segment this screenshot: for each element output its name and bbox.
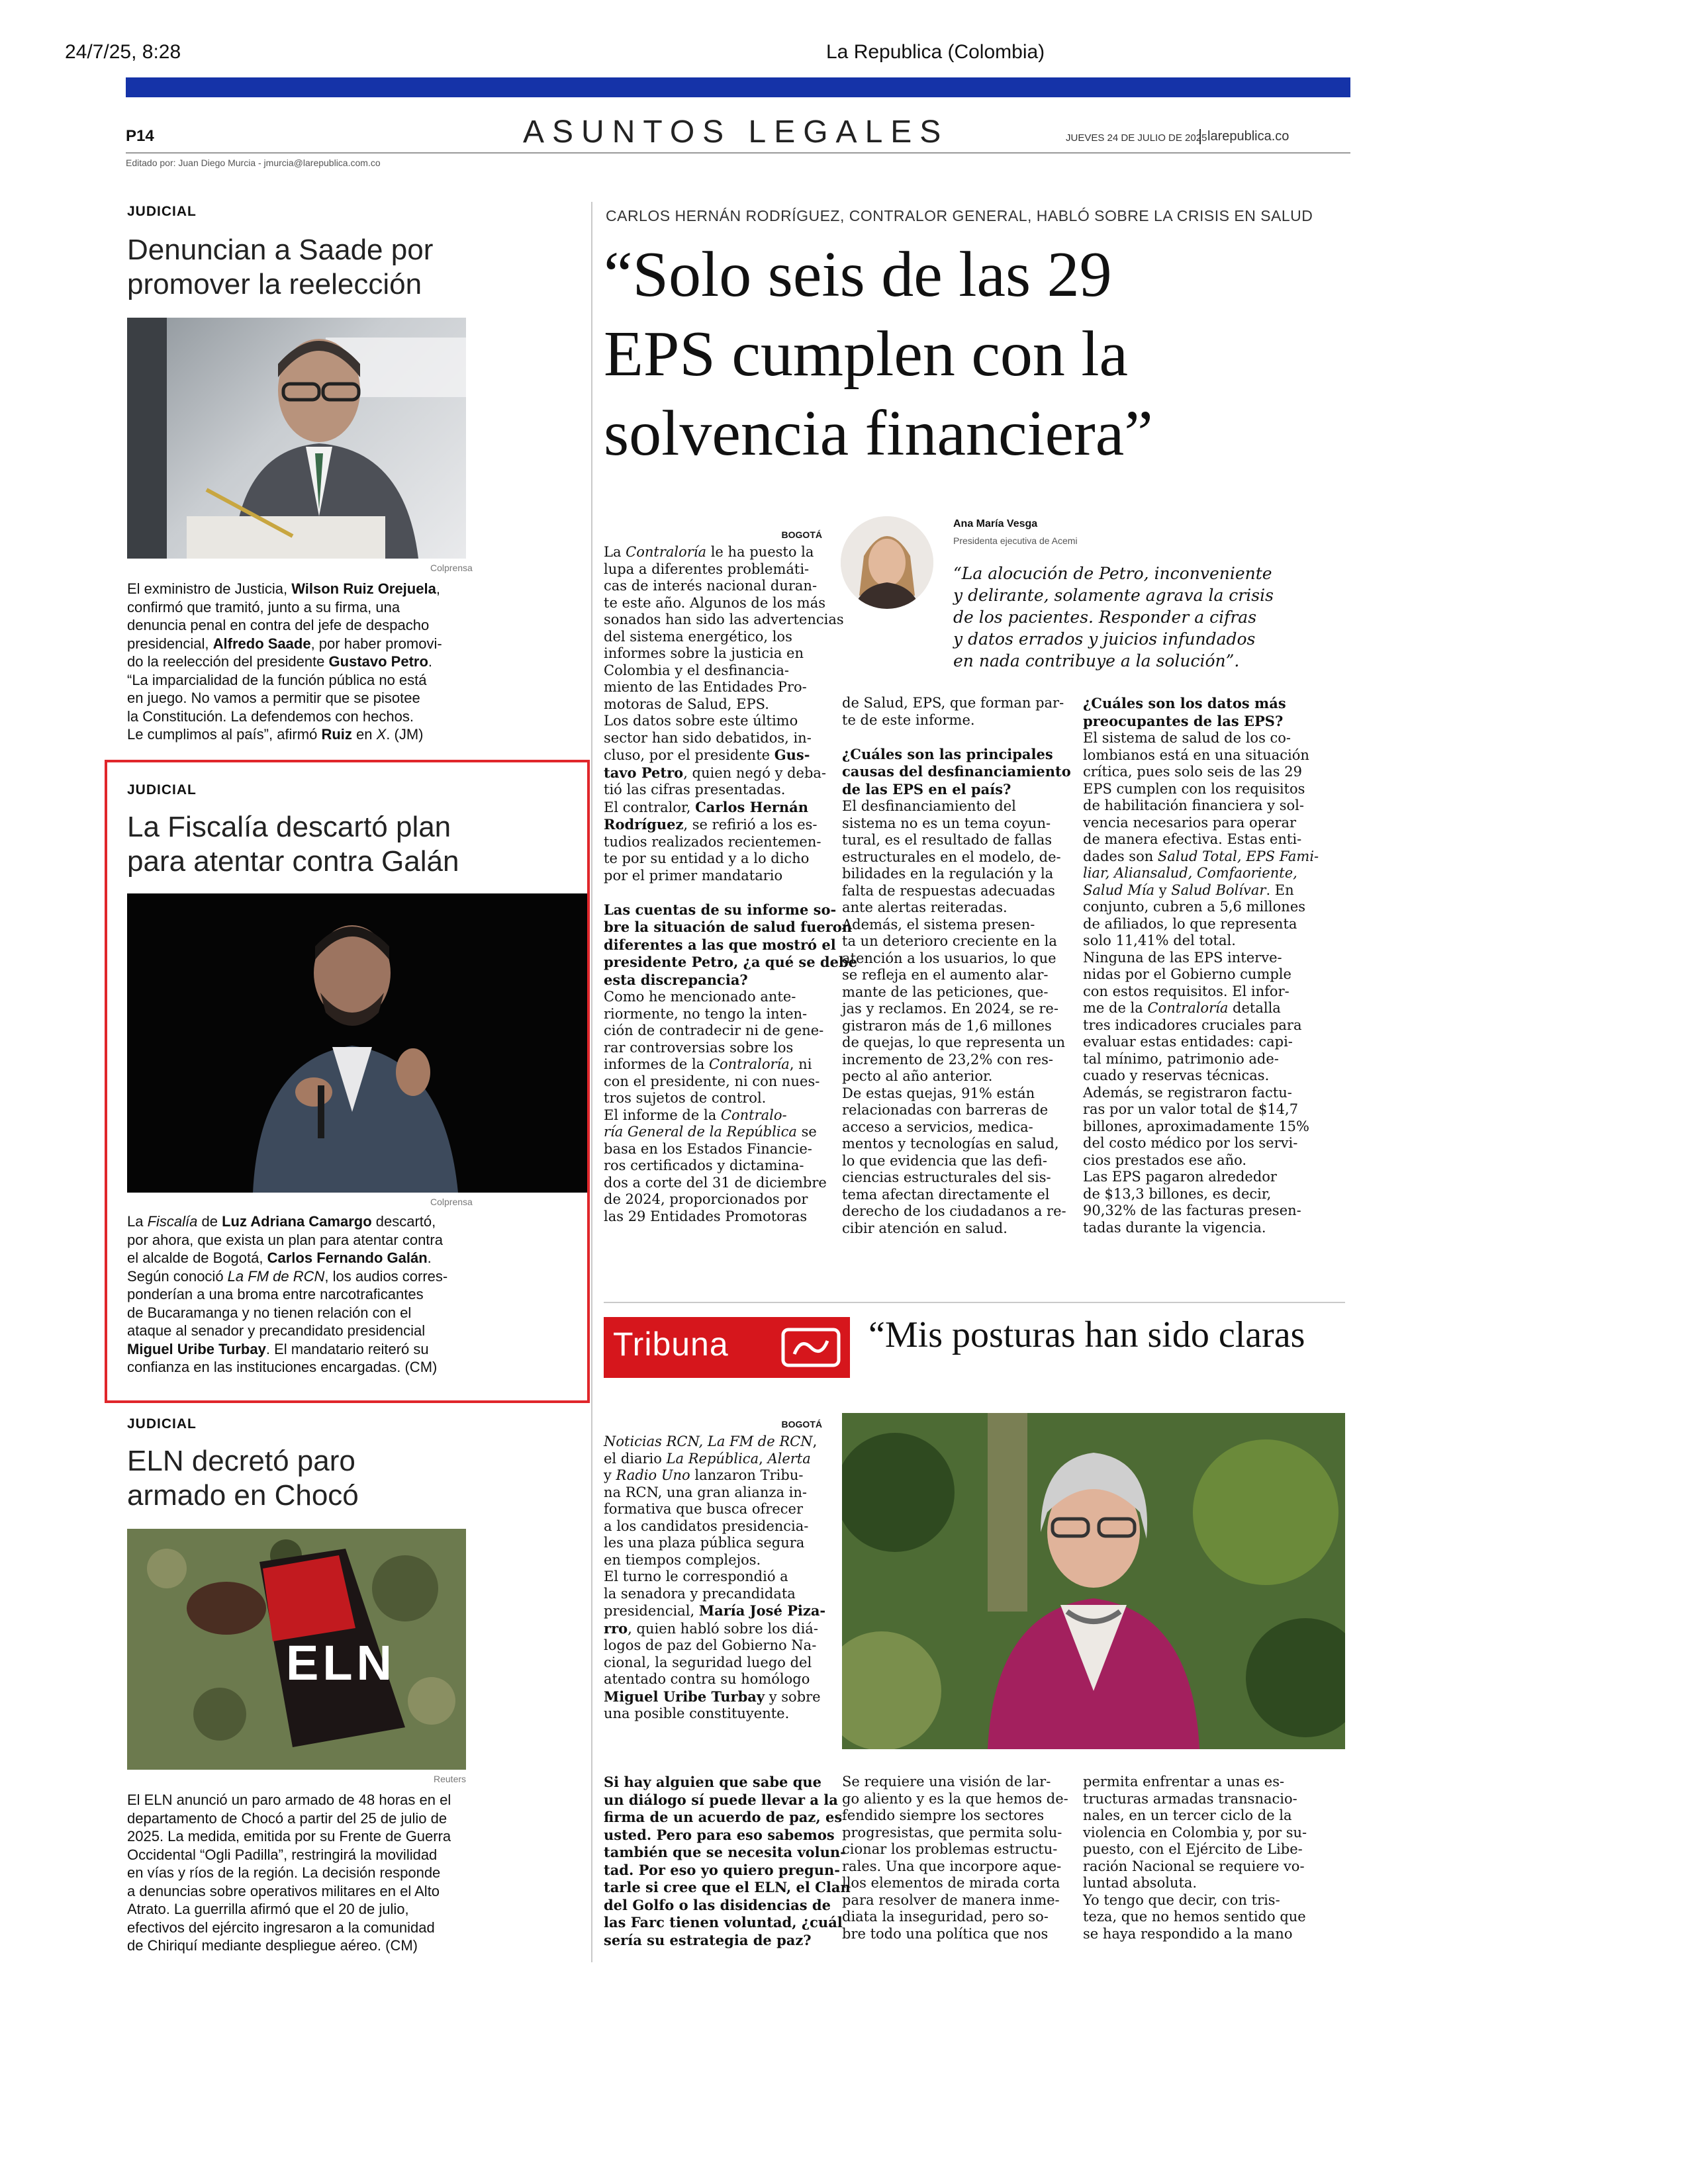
story1-body bbox=[127, 580, 471, 744]
main-col1-line: cas de interés nacional duran- bbox=[604, 578, 818, 594]
story2-photo bbox=[127, 893, 587, 1193]
main-col1-line: te este año. Algunos de los más bbox=[604, 594, 825, 611]
main-col1-line: te por su entidad y a lo dicho bbox=[604, 850, 810, 866]
story1-headline-line: Denuncian a Saade por bbox=[127, 234, 434, 266]
pull-quote-line: “La alocución de Petro, inconveniente bbox=[953, 564, 1272, 583]
story2-body-line: ponderían a una broma entre narcotraficantes bbox=[127, 1286, 424, 1302]
tribuna-answer2-line: ración Nacional se requiere vo- bbox=[1083, 1858, 1305, 1874]
main-col2-line: acceso a servicios, medica- bbox=[842, 1118, 1033, 1135]
tribuna-col1-line: El turno le correspondió a bbox=[604, 1569, 788, 1584]
tribuna-col1-line: atentado contra su homólogo bbox=[604, 1671, 810, 1687]
tribuna-column-1 bbox=[604, 1433, 826, 1723]
story2-body bbox=[127, 1212, 471, 1377]
main-col1-line: tió las cifras presentadas. bbox=[604, 782, 786, 797]
story2-body-line: por ahora, que exista un plan para atentar contra bbox=[127, 1231, 443, 1248]
tribuna-col1-line: cional, la seguridad luego del bbox=[604, 1654, 812, 1670]
story2-body-line: de Bucaramanga y no tienen relación con el bbox=[127, 1304, 412, 1321]
pull-quote-line: y delirante, solamente agrava la crisis bbox=[953, 586, 1274, 605]
pizarro-image bbox=[842, 1413, 1345, 1749]
tribuna-question-line: un diálogo sí puede llevar a la bbox=[604, 1791, 838, 1808]
main-col1-line: presidente Petro, ¿a qué se debe bbox=[604, 954, 858, 970]
main-col2-line: te de este informe. bbox=[842, 711, 975, 728]
story3-body-line: Occidental “Ogli Padilla”, restringirá la movilidad bbox=[127, 1846, 438, 1863]
tribuna-col1-line: una posible constituyente. bbox=[604, 1706, 790, 1721]
main-col3-line: vencia necesarios para operar bbox=[1083, 814, 1297, 831]
pull-quote-line: de los pacientes. Responder a cifras bbox=[953, 608, 1257, 627]
pull-quote bbox=[953, 563, 1337, 672]
tribuna-col1-line: presidencial, María José Piza- bbox=[604, 1602, 826, 1619]
main-col2-line: ¿Cuáles son las principales bbox=[842, 745, 1053, 762]
main-col2-line: cibir atención en salud. bbox=[842, 1220, 1008, 1236]
story1-body-line: confirmó que tramitó, junto a su firma, una bbox=[127, 598, 400, 615]
main-col1-line: informes de la Contraloría, ni bbox=[604, 1056, 812, 1072]
tribuna-answer1-line: diata la inseguridad, pero so- bbox=[842, 1909, 1049, 1925]
main-col3-line: 90,32% de las facturas presen- bbox=[1083, 1203, 1301, 1218]
story1-headline bbox=[127, 233, 433, 302]
quote-name: Ana María Vesga bbox=[953, 518, 1038, 529]
main-col1-line: cluso, por el presidente Gus- bbox=[604, 747, 810, 763]
header-rule bbox=[126, 152, 1350, 154]
tribuna-question-line: las Farc tienen voluntad, ¿cuál bbox=[604, 1914, 843, 1931]
main-col1-line: con el presidente, ni con nues- bbox=[604, 1073, 820, 1089]
story1-body-line: El exministro de Justicia, Wilson Ruiz Orejuela, bbox=[127, 580, 440, 597]
tribuna-answer2-line: violencia en Colombia y, por su- bbox=[1083, 1824, 1307, 1841]
story2-body-line: confianza en las instituciones encargadas. (CM) bbox=[127, 1359, 438, 1375]
print-datetime: 24/7/25, 8:28 bbox=[65, 41, 181, 63]
main-col2-line: tema afectan directamente el bbox=[842, 1186, 1050, 1203]
pull-quote-line: en nada contribuye a la solución”. bbox=[953, 651, 1240, 670]
main-col3-line: con estos requisitos. El infor- bbox=[1083, 983, 1289, 999]
story3-headline bbox=[127, 1444, 359, 1513]
main-col3-line: preocupantes de las EPS? bbox=[1083, 712, 1284, 729]
main-column-3 bbox=[1083, 695, 1319, 1236]
main-col1-line: tros sujetos de control. bbox=[604, 1090, 767, 1106]
tribuna-badge bbox=[604, 1317, 850, 1378]
main-col3-line: Salud Mía y Salud Bolívar. En bbox=[1083, 882, 1294, 898]
main-col2-line: pecto al año anterior. bbox=[842, 1068, 993, 1084]
tribuna-question-line: firma de un acuerdo de paz, es bbox=[604, 1809, 843, 1825]
tribuna-question-line: del Golfo o las disidencias de bbox=[604, 1896, 831, 1913]
main-col3-line: de afiliados, lo que representa bbox=[1083, 915, 1297, 932]
main-col2-line: tural, es el resultado de fallas bbox=[842, 832, 1053, 848]
main-col1-line: por el primer mandatario bbox=[604, 867, 783, 884]
main-headline-line: EPS cumplen con la bbox=[604, 318, 1129, 390]
main-col1-line bbox=[604, 884, 822, 901]
main-col1-line: sector han sido debatidos, in- bbox=[604, 729, 812, 746]
tribuna-question-line: tarle si cree que el ELN, el Clan bbox=[604, 1879, 851, 1895]
main-col3-line: Además, se registraron factu- bbox=[1083, 1084, 1292, 1101]
main-col3-line: me de la Contraloría detalla bbox=[1083, 1000, 1281, 1016]
tribuna-question-line: Si hay alguien que sabe que bbox=[604, 1774, 822, 1790]
main-col2-line: de Salud, EPS, que forman par- bbox=[842, 695, 1064, 711]
main-col1-line: las 29 Entidades Promotoras bbox=[604, 1208, 808, 1224]
galan-speaking-image bbox=[127, 893, 587, 1193]
main-col3-line: tal mínimo, patrimonio ade- bbox=[1083, 1050, 1279, 1067]
main-col2-line: incremento de 23,2% con res- bbox=[842, 1051, 1053, 1068]
story3-body bbox=[127, 1791, 471, 1955]
story3-headline-line: ELN decretó paro bbox=[127, 1445, 355, 1477]
main-col3-line: dades son Salud Total, EPS Fami- bbox=[1083, 848, 1319, 864]
tribuna-col1-line: Miguel Uribe Turbay y sobre bbox=[604, 1688, 821, 1705]
story1-body-line: denuncia penal en contra del jefe de despacho bbox=[127, 617, 430, 633]
tribuna-question-line: tad. Por eso yo quiero pregun- bbox=[604, 1861, 840, 1878]
main-col3-line: conjunto, cubren a 5,6 millones bbox=[1083, 899, 1306, 915]
main-col1-line: motoras de Salud, EPS. bbox=[604, 696, 769, 712]
story1-body-line: Le cumplimos al país”, afirmó Ruiz en X. (JM) bbox=[127, 726, 424, 743]
main-col1-line: riormente, no tengo la inten- bbox=[604, 1005, 808, 1022]
print-page-title: La Republica (Colombia) bbox=[826, 41, 1045, 63]
main-col3-line: crítica, pues solo seis de las 29 bbox=[1083, 764, 1302, 780]
main-col1-line: El contralor, Carlos Hernán bbox=[604, 798, 809, 815]
section-rule bbox=[604, 1302, 1345, 1303]
main-col2-line: derecho de los ciudadanos a re- bbox=[842, 1203, 1066, 1219]
main-col2-line: ante alertas reiteradas. bbox=[842, 899, 1008, 915]
tribuna-answer1-line: cionar los problemas estructu- bbox=[842, 1841, 1058, 1857]
tribuna-label: Tribuna bbox=[613, 1326, 729, 1363]
main-col3-line: del costo médico por los servi- bbox=[1083, 1135, 1298, 1151]
main-col2-line: relacionadas con barreras de bbox=[842, 1102, 1049, 1118]
main-col1-line: lupa a diferentes problemáti- bbox=[604, 561, 810, 577]
story1-body-line: “La imparcialidad de la función pública no está bbox=[127, 671, 427, 688]
tribuna-answer-column-1 bbox=[842, 1774, 1067, 1942]
tribuna-location: BOGOTÁ bbox=[781, 1419, 822, 1430]
tribuna-answer2-line: puesto, con el Ejército de Libe- bbox=[1083, 1841, 1303, 1857]
story2-photo-credit: Colprensa bbox=[430, 1197, 473, 1207]
story2-body-line: Miguel Uribe Turbay. El mandatario reiteró su bbox=[127, 1340, 429, 1357]
main-col2-line: bilidades en la regulación y la bbox=[842, 866, 1054, 882]
main-col2-line: De estas quejas, 91% están bbox=[842, 1085, 1035, 1101]
main-col1-line: del sistema energético, los bbox=[604, 628, 792, 645]
story3-body-line: de Chiriquí mediante despliegue aéreo. (CM) bbox=[127, 1937, 418, 1954]
tribuna-answer1-line: bre todo una política que nos bbox=[842, 1925, 1049, 1942]
main-col1-line: esta discrepancia? bbox=[604, 971, 748, 988]
tribuna-answer2-line: tructuras armadas transnacio- bbox=[1083, 1790, 1297, 1807]
story1-body-line: do la reelección del presidente Gustavo Petro. bbox=[127, 653, 433, 670]
saade-portrait-image bbox=[127, 318, 466, 559]
main-col3-line: El sistema de salud de los co- bbox=[1083, 730, 1291, 746]
story3-photo-credit: Reuters bbox=[434, 1774, 467, 1784]
main-col2-line: atención a los usuarios, lo que bbox=[842, 950, 1056, 966]
main-location: BOGOTÁ bbox=[781, 529, 822, 540]
tribuna-answer2-line: permita enfrentar a unas es- bbox=[1083, 1774, 1285, 1790]
tribuna-answer2-line: nales, en un tercer ciclo de la bbox=[1083, 1807, 1292, 1823]
tribuna-col1-line: na RCN, una gran alianza in- bbox=[604, 1484, 808, 1500]
tribuna-question-line: usted. Pero para eso sabemos bbox=[604, 1826, 835, 1843]
main-col1-line: bre la situación de salud fueron bbox=[604, 919, 853, 935]
main-col1-line: Como he mencionado ante- bbox=[604, 989, 796, 1005]
main-col2-line: jas y reclamos. En 2024, se re- bbox=[842, 1001, 1058, 1017]
story1-headline-line: promover la reelección bbox=[127, 268, 422, 300]
tribuna-answer1-line: para resolver de manera inme- bbox=[842, 1891, 1060, 1908]
main-col3-line: cios prestados ese año. bbox=[1083, 1152, 1247, 1168]
story2-body-line: La Fiscalía de Luz Adriana Camargo descartó, bbox=[127, 1213, 436, 1230]
tribuna-question bbox=[604, 1774, 851, 1949]
tribuna-answer1-line: Se requiere una visión de lar- bbox=[842, 1774, 1051, 1790]
masthead-bar bbox=[126, 77, 1350, 97]
main-col1-line: sonados han sido las advertencias bbox=[604, 612, 844, 627]
main-col2-line: ciencias estructurales del sis- bbox=[842, 1169, 1051, 1185]
story3-body-line: efectivos del ejército ingresaron a la comunidad bbox=[127, 1919, 435, 1936]
main-col3-line: Ninguna de las EPS interve- bbox=[1083, 949, 1282, 966]
main-col3-line: ¿Cuáles son los datos más bbox=[1083, 695, 1286, 711]
story3-photo bbox=[127, 1529, 466, 1770]
flag-text: ELN bbox=[286, 1635, 396, 1690]
main-col2-line: se refleja en el aumento alar- bbox=[842, 967, 1049, 983]
main-col3-line: solo 11,41% del total. bbox=[1083, 933, 1236, 948]
main-col2-line: sistema no es un tema coyun- bbox=[842, 815, 1051, 831]
main-col3-line: cuado y reservas técnicas. bbox=[1083, 1068, 1270, 1083]
main-col3-line: de habilitación financiera y sol- bbox=[1083, 797, 1304, 813]
main-col1-line: Colombia y el desfinancia- bbox=[604, 662, 790, 678]
main-col2-line: mante de las peticiones, que- bbox=[842, 983, 1049, 1000]
main-col2-line: El desfinanciamiento del bbox=[842, 798, 1016, 814]
main-col1-line: tavo Petro, quien negó y deba- bbox=[604, 764, 827, 781]
main-col1-line: dos a corte del 31 de diciembre bbox=[604, 1174, 827, 1191]
site-url: larepublica.co bbox=[1199, 129, 1289, 144]
main-headline bbox=[604, 235, 1345, 473]
story1-photo bbox=[127, 318, 466, 559]
main-col2-line: gistraron más de 1,6 millones bbox=[842, 1017, 1052, 1034]
section-title: ASUNTOS LEGALES bbox=[523, 114, 949, 150]
main-col1-line: Rodríguez, se refirió a los es- bbox=[604, 816, 818, 833]
main-col3-line: billones, aproximadamente 15% bbox=[1083, 1118, 1309, 1134]
issue-date: JUEVES 24 DE JULIO DE 2025 bbox=[1066, 132, 1207, 144]
pizarro-photo bbox=[842, 1413, 1345, 1749]
story2-headline-line: para atentar contra Galán bbox=[127, 845, 459, 878]
main-col2-line: falta de respuestas adecuadas bbox=[842, 882, 1055, 899]
main-col1-line: ción de contradecir ni de gene- bbox=[604, 1023, 824, 1038]
main-col1-line: tudios realizados recientemen- bbox=[604, 833, 821, 850]
story2-kicker: JUDICIAL bbox=[127, 782, 197, 797]
vesga-portrait-image bbox=[841, 516, 933, 609]
story2-headline bbox=[127, 810, 459, 879]
main-col2-line: de quejas, lo que representa un bbox=[842, 1034, 1065, 1050]
main-col2-line: ta un deterioro creciente en la bbox=[842, 933, 1057, 949]
tribuna-col1-line: les una plaza pública segura bbox=[604, 1535, 805, 1551]
main-col3-line: EPS cumplen con los requisitos bbox=[1083, 780, 1305, 797]
tribuna-answer1-line: llos elementos de mirada corta bbox=[842, 1875, 1060, 1891]
story1-kicker: JUDICIAL bbox=[127, 204, 197, 219]
tribuna-answer2-line: teza, que no hemos sentido que bbox=[1083, 1909, 1306, 1925]
main-headline-line: “Solo seis de las 29 bbox=[604, 239, 1112, 310]
column-divider bbox=[591, 202, 592, 1962]
tribuna-answer2-line: Yo tengo que decir, con tris- bbox=[1083, 1891, 1280, 1908]
story3-body-line: El ELN anunció un paro armado de 48 horas en el bbox=[127, 1792, 451, 1808]
main-col3-line: ras por un valor total de $14,7 bbox=[1083, 1101, 1299, 1117]
story3-body-line: 2025. La medida, emitida por su Frente de Guerra bbox=[127, 1828, 451, 1844]
story3-body-line: Atrato. La guerrilla afirmó que el 20 de julio, bbox=[127, 1901, 409, 1917]
story2-body-line: ataque al senador y precandidato presidencial bbox=[127, 1322, 426, 1339]
tribuna-col1-line: y Radio Uno lanzaron Tribu- bbox=[604, 1467, 804, 1483]
rcn-logo-icon bbox=[781, 1328, 841, 1367]
tribuna-answer2-line: luntad absoluta. bbox=[1083, 1875, 1197, 1891]
main-col3-line: evaluar estas entidades: capi- bbox=[1083, 1034, 1293, 1050]
editor-credit: Editado por: Juan Diego Murcia - jmurcia@larepublica.com.co bbox=[126, 158, 381, 168]
story3-kicker: JUDICIAL bbox=[127, 1416, 197, 1432]
story1-body-line: presidencial, Alfredo Saade, por haber promovi- bbox=[127, 635, 442, 652]
tribuna-answer1-line: progresistas, que permita solu- bbox=[842, 1824, 1062, 1841]
main-col3-line: Las EPS pagaron alrededor bbox=[1083, 1169, 1277, 1185]
main-kicker: CARLOS HERNÁN RODRÍGUEZ, CONTRALOR GENERAL, HABLÓ SOBRE LA CRISIS EN SALUD bbox=[606, 207, 1313, 224]
main-col2-line: Además, el sistema presen- bbox=[842, 916, 1035, 933]
tribuna-col1-line: rro, quien habló sobre los diá- bbox=[604, 1619, 818, 1637]
tribuna-answer1-line: fendido siempre los sectores bbox=[842, 1807, 1045, 1823]
main-col2-line: lo que evidencia que las defi- bbox=[842, 1152, 1047, 1169]
main-column-1 bbox=[604, 544, 858, 1225]
story1-body-line: en juego. No vamos a permitir que se pisotee bbox=[127, 690, 420, 706]
main-col1-line: La Contraloría le ha puesto la bbox=[604, 544, 814, 560]
main-col1-line: El informe de la Contralo- bbox=[604, 1107, 787, 1123]
tribuna-col1-line: Noticias RCN, La FM de RCN, bbox=[604, 1433, 818, 1449]
story3-headline-line: armado en Chocó bbox=[127, 1479, 359, 1512]
tribuna-col1-line: el diario La República, Alerta bbox=[604, 1450, 811, 1467]
tribuna-answer2-line: se haya respondido a la mano bbox=[1083, 1925, 1293, 1942]
main-col1-line: informes sobre la justicia en bbox=[604, 645, 804, 661]
main-col1-line: miento de las Entidades Pro- bbox=[604, 679, 807, 695]
main-col3-line: liar, Aliansalud, Comfaoriente, bbox=[1083, 865, 1297, 881]
main-col2-line: estructurales en el modelo, de- bbox=[842, 848, 1061, 865]
tribuna-question-line: también que se necesita volun- bbox=[604, 1844, 846, 1860]
tribuna-question-line: sería su estrategia de paz? bbox=[604, 1931, 812, 1948]
main-col1-line: ría General de la República se bbox=[604, 1124, 817, 1140]
page-number: P14 bbox=[126, 127, 154, 145]
story2-body-line: Según conoció La FM de RCN, los audios corres- bbox=[127, 1267, 448, 1285]
story1-photo-credit: Colprensa bbox=[430, 563, 473, 573]
tribuna-headline: “Mis posturas han sido claras bbox=[868, 1314, 1305, 1355]
tribuna-col1-line: formativa que busca ofrecer bbox=[604, 1501, 803, 1517]
main-col1-line: Los datos sobre este último bbox=[604, 713, 798, 729]
story3-body-line: en vías y ríos de la región. La decisión responde bbox=[127, 1864, 441, 1881]
main-col3-line: lombianos está en una situación bbox=[1083, 747, 1309, 763]
main-col2-line: mentos y tecnologías en salud, bbox=[842, 1136, 1059, 1152]
main-col3-line: de manera efectiva. Estas enti- bbox=[1083, 831, 1302, 847]
vesga-portrait bbox=[841, 516, 933, 609]
tribuna-col1-line: logos de paz del Gobierno Na- bbox=[604, 1637, 817, 1653]
main-col1-line: diferentes a las que mostró el bbox=[604, 936, 836, 953]
story3-body-line: departamento de Chocó a partir del 25 de julio de bbox=[127, 1809, 447, 1827]
main-headline-line: solvencia financiera” bbox=[604, 398, 1153, 469]
main-col3-line: nidas por el Gobierno cumple bbox=[1083, 966, 1291, 982]
main-col1-line: Las cuentas de su informe so- bbox=[604, 901, 837, 918]
tribuna-answer1-line: go aliento y es la que hemos de- bbox=[842, 1790, 1068, 1807]
story3-body-line: a denuncias sobre operativos militares en el Alto bbox=[127, 1882, 440, 1899]
pull-quote-line: y datos errados y juicios infundados bbox=[953, 629, 1256, 649]
main-col1-line: basa en los Estados Financie- bbox=[604, 1140, 812, 1157]
tribuna-answer1-line: rales. Una que incorpore aque- bbox=[842, 1858, 1062, 1874]
tribuna-col1-line: la senadora y precandidata bbox=[604, 1585, 796, 1602]
main-col2-line bbox=[842, 729, 1067, 746]
quote-role: Presidenta ejecutiva de Acemi bbox=[953, 535, 1078, 546]
main-col2-line: de las EPS en el país? bbox=[842, 780, 1011, 797]
main-col1-line: de 2024, proporcionados por bbox=[604, 1191, 808, 1207]
main-column-2 bbox=[842, 695, 1071, 1237]
tribuna-col1-line: en tiempos complejos. bbox=[604, 1551, 761, 1568]
main-col1-line: rar controversias sobre los bbox=[604, 1039, 794, 1056]
main-col3-line: tadas durante la vigencia. bbox=[1083, 1219, 1266, 1236]
main-col3-line: de $13,3 billones, es decir, bbox=[1083, 1185, 1272, 1202]
tribuna-col1-line: a los candidatos presidencia- bbox=[604, 1518, 809, 1534]
story2-headline-line: La Fiscalía descartó plan bbox=[127, 811, 451, 843]
main-col2-line: causas del desfinanciamiento bbox=[842, 763, 1071, 780]
main-col3-line: tres indicadores cruciales para bbox=[1083, 1017, 1302, 1033]
story2-body-line: el alcalde de Bogotá, Carlos Fernando Galán. bbox=[127, 1250, 432, 1266]
tribuna-answer-column-2 bbox=[1083, 1774, 1308, 1942]
main-col1-line: ros certificados y dictamina- bbox=[604, 1158, 804, 1173]
story1-body-line: la Constitución. La defendemos con hechos. bbox=[127, 707, 414, 725]
